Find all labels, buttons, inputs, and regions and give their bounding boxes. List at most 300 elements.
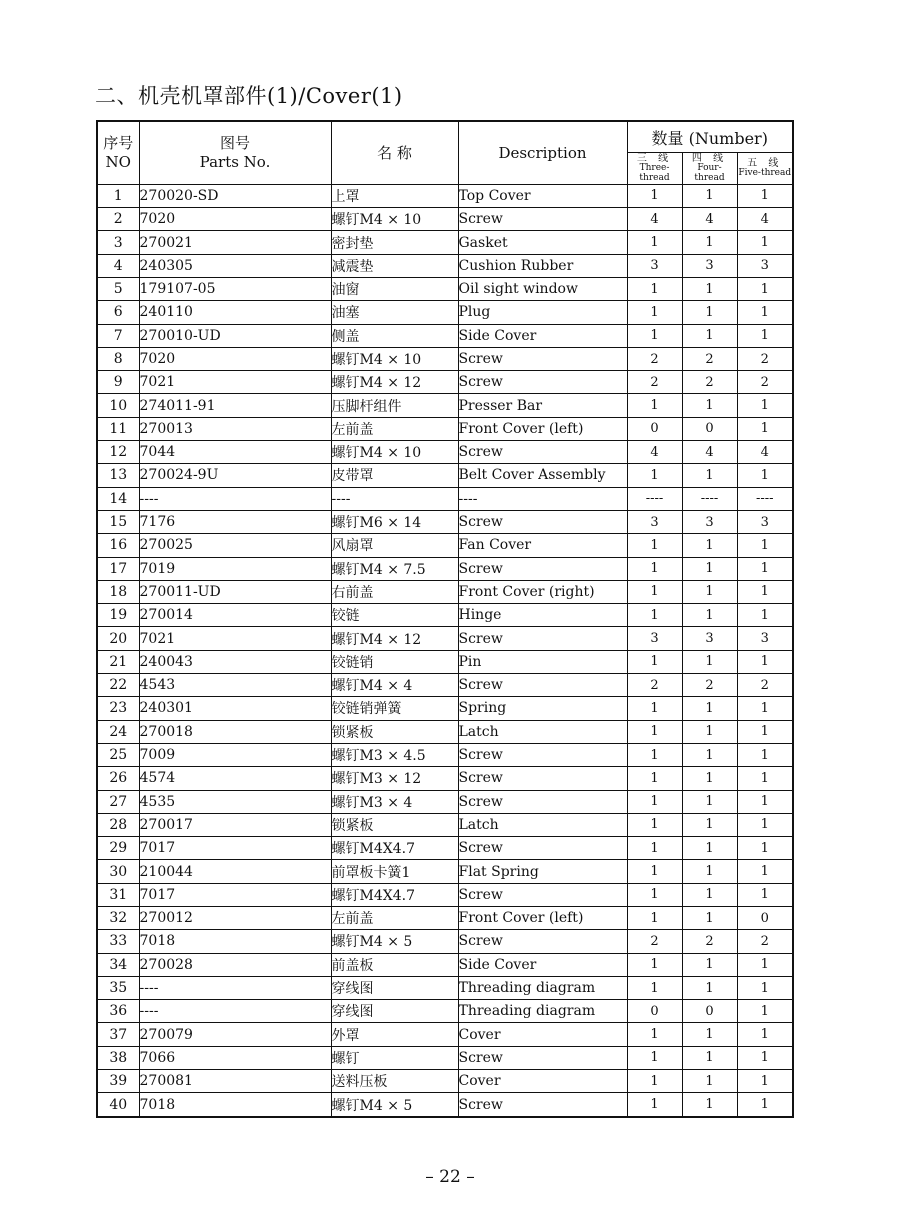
cell-name: 穿线图 [331,976,458,999]
cell-no: 27 [97,790,139,813]
table-row [97,930,793,953]
cell-qty-five: 1 [737,813,793,836]
cell-name: 左前盖 [331,906,458,929]
table-row [97,906,793,929]
cell-description: Threading diagram [458,1000,627,1023]
cell-qty-three: 1 [627,953,682,976]
cell-no: 13 [97,464,139,487]
header-no-en: NO [105,152,131,171]
table-row [97,417,793,440]
cell-qty-three: 2 [627,371,682,394]
cell-qty-four: 3 [682,510,737,533]
cell-description: Screw [458,371,627,394]
table-row [97,301,793,324]
cell-part-no: 4543 [139,674,331,697]
cell-qty-five: 1 [737,231,793,254]
cell-qty-three: 1 [627,650,682,673]
cell-qty-five: ---- [737,487,793,510]
cell-qty-four: 1 [682,301,737,324]
header-name: 名 称 [331,121,458,184]
cell-name: 螺钉M4 × 7.5 [331,557,458,580]
header-three-en: Three-thread [639,163,670,183]
cell-description: Flat Spring [458,860,627,883]
cell-description: Threading diagram [458,976,627,999]
header-three-thread [627,153,682,185]
cell-qty-four: 1 [682,604,737,627]
cell-qty-three: 1 [627,906,682,929]
cell-description: Spring [458,697,627,720]
table-row [97,534,793,557]
page-title: 二、机壳机罩部件(1)/Cover(1) [95,84,403,108]
cell-qty-four: 1 [682,976,737,999]
cell-qty-four: 1 [682,324,737,347]
cell-name: 螺钉M3 × 12 [331,767,458,790]
cell-qty-four: 1 [682,557,737,580]
table-row [97,627,793,650]
cell-description: Front Cover (left) [458,417,627,440]
cell-qty-three: 1 [627,301,682,324]
cell-part-no: 7020 [139,208,331,231]
cell-name: 铰链销 [331,650,458,673]
cell-no: 5 [97,277,139,300]
cell-qty-five: 1 [737,790,793,813]
cell-part-no: 270024-9U [139,464,331,487]
cell-qty-five: 1 [737,767,793,790]
cell-qty-five: 1 [737,604,793,627]
cell-qty-four: 1 [682,184,737,207]
cell-no: 26 [97,767,139,790]
cell-qty-three: 1 [627,813,682,836]
cell-description: Cover [458,1070,627,1093]
cell-part-no: 7021 [139,371,331,394]
table-row [97,1070,793,1093]
cell-qty-three: 3 [627,627,682,650]
cell-description: Screw [458,208,627,231]
cell-name: 螺钉M4X4.7 [331,837,458,860]
table-row [97,813,793,836]
cell-name: 螺钉M4 × 10 [331,441,458,464]
cell-no: 40 [97,1093,139,1117]
cell-description: Screw [458,510,627,533]
cell-qty-four: 1 [682,394,737,417]
cell-qty-three: 1 [627,1093,682,1117]
cell-part-no: 7020 [139,347,331,370]
cell-description: Screw [458,1046,627,1069]
cell-qty-three: ---- [627,487,682,510]
cell-no: 23 [97,697,139,720]
cell-no: 34 [97,953,139,976]
cell-name: 锁紧板 [331,813,458,836]
cell-description: Front Cover (right) [458,580,627,603]
cell-part-no: 7066 [139,1046,331,1069]
cell-qty-four: 1 [682,953,737,976]
cell-qty-four: 1 [682,464,737,487]
header-no [97,121,139,184]
cell-part-no: 240110 [139,301,331,324]
cell-part-no: 270028 [139,953,331,976]
cell-part-no: 240301 [139,697,331,720]
cell-description: Latch [458,720,627,743]
cell-part-no: 7017 [139,883,331,906]
cell-no: 24 [97,720,139,743]
cell-no: 4 [97,254,139,277]
cell-name: 上罩 [331,184,458,207]
cell-qty-three: 4 [627,208,682,231]
cell-name: 皮带罩 [331,464,458,487]
cell-name: 螺钉M4 × 5 [331,930,458,953]
cell-qty-five: 1 [737,860,793,883]
cell-no: 10 [97,394,139,417]
cell-name: 螺钉M4X4.7 [331,883,458,906]
cell-qty-three: 1 [627,184,682,207]
cell-no: 29 [97,837,139,860]
cell-qty-five: 1 [737,1093,793,1117]
cell-qty-five: 1 [737,743,793,766]
cell-description: Fan Cover [458,534,627,557]
table-row [97,557,793,580]
cell-name: 螺钉 [331,1046,458,1069]
cell-qty-five: 1 [737,1000,793,1023]
table-row [97,324,793,347]
cell-qty-three: 0 [627,417,682,440]
cell-qty-three: 2 [627,930,682,953]
cell-no: 19 [97,604,139,627]
table-row [97,953,793,976]
cell-part-no: 270025 [139,534,331,557]
cell-no: 31 [97,883,139,906]
cell-description: Side Cover [458,324,627,347]
table-row [97,1023,793,1046]
cell-qty-five: 1 [737,301,793,324]
cell-name: 密封垫 [331,231,458,254]
header-four-en: Four-thread [694,163,725,183]
cell-name: 风扇罩 [331,534,458,557]
table-row [97,976,793,999]
table-row [97,883,793,906]
header-five-cn: 五 线 [747,157,783,169]
cell-qty-four: 2 [682,674,737,697]
cell-qty-five: 2 [737,674,793,697]
cell-part-no: ---- [139,976,331,999]
cell-name: 外罩 [331,1023,458,1046]
cell-qty-five: 1 [737,324,793,347]
cell-qty-five: 1 [737,720,793,743]
cell-part-no: 4535 [139,790,331,813]
cell-part-no: 270017 [139,813,331,836]
cell-qty-four: 1 [682,534,737,557]
cell-name: 送料压板 [331,1070,458,1093]
cell-qty-four: 4 [682,441,737,464]
table-row [97,604,793,627]
cell-qty-three: 1 [627,580,682,603]
cell-qty-four: 1 [682,790,737,813]
cell-qty-three: 1 [627,1046,682,1069]
table-row [97,231,793,254]
cell-description: Presser Bar [458,394,627,417]
cell-description: Screw [458,1093,627,1117]
cell-qty-four: 1 [682,767,737,790]
cell-no: 33 [97,930,139,953]
cell-part-no: ---- [139,1000,331,1023]
cell-no: 20 [97,627,139,650]
header-four-thread [682,153,737,185]
table-row [97,371,793,394]
cell-part-no: 7009 [139,743,331,766]
cell-name: 螺钉M3 × 4.5 [331,743,458,766]
cell-part-no: 7176 [139,510,331,533]
cell-qty-four: 1 [682,837,737,860]
cell-qty-four: 0 [682,417,737,440]
cell-qty-five: 4 [737,208,793,231]
cell-qty-five: 1 [737,883,793,906]
header-description: Description [458,121,627,184]
cell-qty-five: 2 [737,930,793,953]
cell-name: 螺钉M4 × 4 [331,674,458,697]
table-row [97,697,793,720]
table-row [97,650,793,673]
table-row [97,487,793,510]
cell-no: 7 [97,324,139,347]
table-row [97,394,793,417]
cell-name: 减震垫 [331,254,458,277]
cell-no: 35 [97,976,139,999]
cell-qty-five: 1 [737,394,793,417]
cell-qty-three: 1 [627,697,682,720]
cell-qty-five: 1 [737,277,793,300]
cell-part-no: 270014 [139,604,331,627]
cell-qty-four: 1 [682,231,737,254]
cell-part-no: 270011-UD [139,580,331,603]
cell-part-no: 7018 [139,930,331,953]
cell-qty-five: 1 [737,837,793,860]
cell-part-no: 270079 [139,1023,331,1046]
cell-qty-four: 3 [682,254,737,277]
cell-qty-five: 0 [737,906,793,929]
cell-qty-three: 1 [627,464,682,487]
cell-description: Screw [458,790,627,813]
cell-name: ---- [331,487,458,510]
cell-description: Screw [458,883,627,906]
cell-qty-three: 1 [627,1070,682,1093]
cell-qty-five: 1 [737,953,793,976]
cell-name: 油窗 [331,277,458,300]
cell-description: Plug [458,301,627,324]
cell-qty-four: 4 [682,208,737,231]
table-row [97,767,793,790]
cell-qty-five: 1 [737,464,793,487]
cell-qty-three: 1 [627,790,682,813]
cell-qty-five: 1 [737,1046,793,1069]
cell-no: 12 [97,441,139,464]
table-row [97,743,793,766]
table-row [97,790,793,813]
cell-qty-five: 3 [737,254,793,277]
cell-description: Screw [458,347,627,370]
cell-qty-five: 1 [737,417,793,440]
cell-name: 右前盖 [331,580,458,603]
cell-no: 11 [97,417,139,440]
cell-description: Screw [458,441,627,464]
cell-description: Screw [458,674,627,697]
cell-name: 压脚杆组件 [331,394,458,417]
cell-part-no: 7021 [139,627,331,650]
cell-qty-four: 2 [682,347,737,370]
header-parts-no [139,121,331,184]
cell-name: 左前盖 [331,417,458,440]
cell-qty-four: 2 [682,930,737,953]
cell-name: 穿线图 [331,1000,458,1023]
cell-part-no: 270018 [139,720,331,743]
cell-qty-three: 1 [627,1023,682,1046]
header-five-en: Five-thread [738,167,792,178]
cell-description: Hinge [458,604,627,627]
cell-name: 螺钉M4 × 12 [331,627,458,650]
header-four-cn: 四 线 [691,153,728,164]
cell-description: Top Cover [458,184,627,207]
cell-qty-three: 4 [627,441,682,464]
cell-no: 21 [97,650,139,673]
header-quantity: 数量 (Number) [627,121,793,153]
cell-part-no: ---- [139,487,331,510]
cell-qty-five: 1 [737,976,793,999]
cell-name: 锁紧板 [331,720,458,743]
cell-qty-five: 1 [737,650,793,673]
cell-qty-four: 1 [682,1070,737,1093]
cell-qty-four: 2 [682,371,737,394]
table-row [97,347,793,370]
cell-qty-five: 1 [737,1070,793,1093]
cell-description: Pin [458,650,627,673]
cell-qty-three: 1 [627,976,682,999]
cell-qty-five: 1 [737,534,793,557]
cell-qty-four: 0 [682,1000,737,1023]
cell-description: Oil sight window [458,277,627,300]
table-row [97,580,793,603]
cell-part-no: 270020-SD [139,184,331,207]
cell-qty-three: 1 [627,534,682,557]
cell-no: 9 [97,371,139,394]
cell-qty-three: 1 [627,743,682,766]
cell-qty-three: 1 [627,557,682,580]
cell-description: ---- [458,487,627,510]
table-row [97,254,793,277]
cell-name: 螺钉M4 × 10 [331,347,458,370]
cell-qty-three: 3 [627,510,682,533]
cell-part-no: 240043 [139,650,331,673]
cell-qty-four: 1 [682,650,737,673]
cell-qty-five: 1 [737,184,793,207]
cell-qty-three: 2 [627,347,682,370]
cell-qty-three: 0 [627,1000,682,1023]
table-row [97,1093,793,1117]
header-no-cn: 序号 [103,134,134,153]
cell-qty-three: 1 [627,720,682,743]
cell-no: 17 [97,557,139,580]
cell-no: 14 [97,487,139,510]
cell-qty-three: 1 [627,277,682,300]
cell-qty-three: 3 [627,254,682,277]
cell-qty-four: 3 [682,627,737,650]
table-row [97,720,793,743]
cell-description: Screw [458,557,627,580]
table-row [97,860,793,883]
cell-qty-three: 1 [627,394,682,417]
cell-name: 螺钉M4 × 5 [331,1093,458,1117]
cell-qty-five: 2 [737,347,793,370]
cell-qty-five: 4 [737,441,793,464]
table-row [97,1046,793,1069]
cell-qty-three: 1 [627,883,682,906]
cell-description: Cushion Rubber [458,254,627,277]
cell-no: 37 [97,1023,139,1046]
cell-name: 铰链 [331,604,458,627]
cell-qty-four: 1 [682,1046,737,1069]
cell-no: 30 [97,860,139,883]
cell-qty-four: 1 [682,697,737,720]
cell-part-no: 270013 [139,417,331,440]
cell-name: 前罩板卡簧1 [331,860,458,883]
cell-part-no: 270010-UD [139,324,331,347]
cell-part-no: 274011-91 [139,394,331,417]
cell-qty-three: 1 [627,767,682,790]
cell-qty-three: 1 [627,860,682,883]
cell-no: 1 [97,184,139,207]
cell-part-no: 179107-05 [139,277,331,300]
cell-qty-four: 1 [682,720,737,743]
cell-name: 螺钉M6 × 14 [331,510,458,533]
cell-no: 32 [97,906,139,929]
cell-qty-four: 1 [682,277,737,300]
cell-part-no: 7018 [139,1093,331,1117]
cell-name: 螺钉M3 × 4 [331,790,458,813]
cell-description: Screw [458,837,627,860]
cell-no: 3 [97,231,139,254]
cell-description: Gasket [458,231,627,254]
cell-description: Latch [458,813,627,836]
table-row [97,674,793,697]
table-row [97,184,793,207]
cell-qty-five: 1 [737,697,793,720]
cell-name: 螺钉M4 × 10 [331,208,458,231]
cell-qty-three: 1 [627,231,682,254]
parts-table [96,120,794,1118]
cell-part-no: 7017 [139,837,331,860]
cell-no: 36 [97,1000,139,1023]
cell-qty-three: 2 [627,674,682,697]
cell-qty-four: ---- [682,487,737,510]
cell-description: Belt Cover Assembly [458,464,627,487]
cell-name: 油塞 [331,301,458,324]
cell-name: 侧盖 [331,324,458,347]
cell-no: 16 [97,534,139,557]
cell-description: Front Cover (left) [458,906,627,929]
cell-qty-four: 1 [682,1023,737,1046]
cell-part-no: 240305 [139,254,331,277]
cell-no: 6 [97,301,139,324]
cell-qty-four: 1 [682,743,737,766]
cell-name: 前盖板 [331,953,458,976]
header-three-cn: 三 线 [636,153,673,164]
cell-qty-three: 1 [627,604,682,627]
cell-qty-three: 1 [627,837,682,860]
table-body [97,184,793,1116]
cell-description: Screw [458,930,627,953]
cell-no: 2 [97,208,139,231]
cell-qty-four: 1 [682,906,737,929]
cell-part-no: 7044 [139,441,331,464]
cell-no: 39 [97,1070,139,1093]
cell-qty-five: 1 [737,580,793,603]
